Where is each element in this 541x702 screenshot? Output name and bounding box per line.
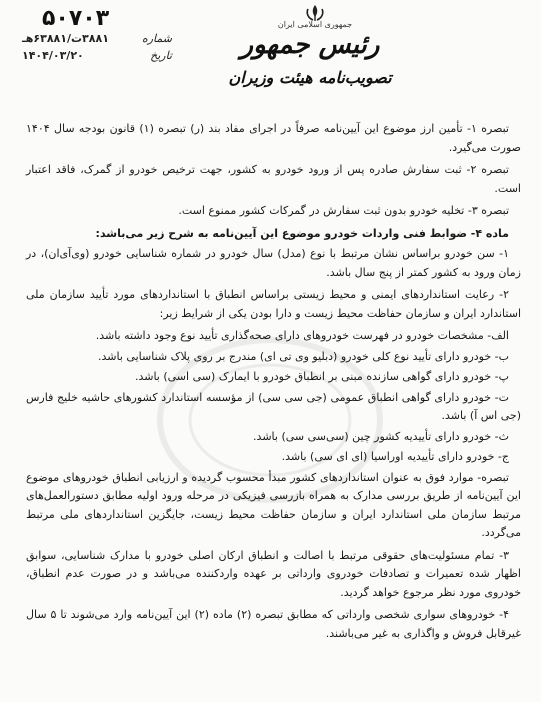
note-3: تبصره ۳- تخلیه خودرو بدون ثبت سفارش در گمرکات کشور ممنوع است.: [178, 204, 509, 217]
meta-date-label: تاریخ: [150, 49, 172, 62]
document-meta: [22, 30, 172, 64]
clause-2-alef: الف- مشخصات خودرو در فهرست خودروهای دارای صحه‌گذاری تأیید نوع وجود داشته باشد.: [95, 329, 509, 342]
note-1: تبصره ۱- تأمین ارز موضوع این آیین‌نامه صرفاً در اجرای مفاد بند (ر) تبصره (۱) قانون بودجه سال ۱۴۰۴ صورت می‌گیرد.: [26, 122, 521, 154]
clause-2-note: تبصره- موارد فوق به عنوان استانداردهای کشور مبدأ محسوب گردیده و ارزیابی انطباق خودروهای موضوع این آیین‌نامه از طریق بررسی مدارک به همراه بازرسی فیزیکی در مرحله ورود اولیه مطابق دستورالعمل‌های مرتبط سازمان ملی استاندارد ایران و سازمان حفاظت محیط زیست، جایگزین استانداردهای ملی مرتبط می‌گردد.: [26, 470, 521, 539]
president-title: رئیس جمهور: [240, 30, 380, 60]
document-body: [26, 120, 521, 647]
government-label: جمهوری اسلامی ایران: [277, 20, 353, 29]
clause-2-se: ث- خودرو دارای تأییدیه کشور چین (سی‌سی سی) باشد.: [253, 429, 509, 443]
letterhead: [0, 0, 541, 110]
article-4-heading: ماده ۴- ضوابط فنی واردات خودرو موضوع این آیین‌نامه به شرح زیر می‌باشد:: [95, 226, 509, 240]
clause-1: ۱- سن خودرو براساس نشان مرتبط با نوع (مدل) سال خودرو در شماره شناسایی خودرو (وی‌آی‌ان)، در زمان ورود به کشور کمتر از پنج سال باشد.: [26, 247, 521, 279]
clause-2: ۲- رعایت استانداردهای ایمنی و محیط زیستی براساس انطباق با استانداردهای مورد تأیید سازمان ملی استاندارد ایران و سازمان حفاظت محیط زیست و دارا بودن یکی از شرایط زیر:: [26, 288, 521, 320]
meta-number-value: ۳۸۸۱ت/۶۳۸۸۱هـ: [22, 32, 109, 45]
approval-title: تصویب‌نامه هیئت وزیران: [228, 68, 392, 87]
document-number: ۵۰۷۰۳: [42, 6, 110, 31]
clause-2-jim: ج- خودرو دارای تأییدیه اوراسیا (ای ای سی) باشد.: [281, 450, 509, 463]
meta-number-row: [22, 30, 172, 47]
meta-date-value: ۱۴۰۴/۰۳/۲۰: [22, 49, 84, 62]
clause-2-te: ت- خودرو دارای گواهی انطباق عمومی (جی سی سی) از مؤسسه استاندارد کشورهای حاشیه خلیج فارس (جی اس آ) باشد.: [26, 390, 521, 422]
clause-2-pe: پ- خودرو دارای گواهی سازنده مبنی بر انطباق خودرو با ایمارک (سی اسی) باشد.: [134, 370, 509, 383]
clause-2-be: ب- خودرو دارای تأیید نوع کلی خودرو (دبلیو وی تی ای) مندرج بر روی پلاک شناسایی باشد.: [98, 349, 509, 363]
meta-number-label: شماره: [141, 32, 172, 45]
note-2: تبصره ۲- ثبت سفارش صادره پس از ورود خودرو به کشور، جهت ترخیص خودرو از گمرک، فاقد اعتبار است.: [26, 163, 521, 195]
clause-3: ۳- تمام مسئولیت‌های حقوقی مرتبط با اصالت و انطباق ارکان اصلی خودرو با مدارک شناسایی، سوابق اظهار شده تعمیرات و تصادفات خودروی وارداتی بر عهده واردکننده می‌باشد و در صورت عدم انطباق، خودروی مورد نظر مرجوع خواهد گردید.: [26, 548, 521, 599]
clause-4: ۴- خودروهای سواری شخصی وارداتی که مطابق تبصره (۲) ماده (۲) این آیین‌نامه وارد می‌شوند تا ۵ سال غیرقابل فروش و واگذاری به غیر می‌باشند.: [26, 608, 521, 640]
meta-date-row: [22, 47, 172, 64]
